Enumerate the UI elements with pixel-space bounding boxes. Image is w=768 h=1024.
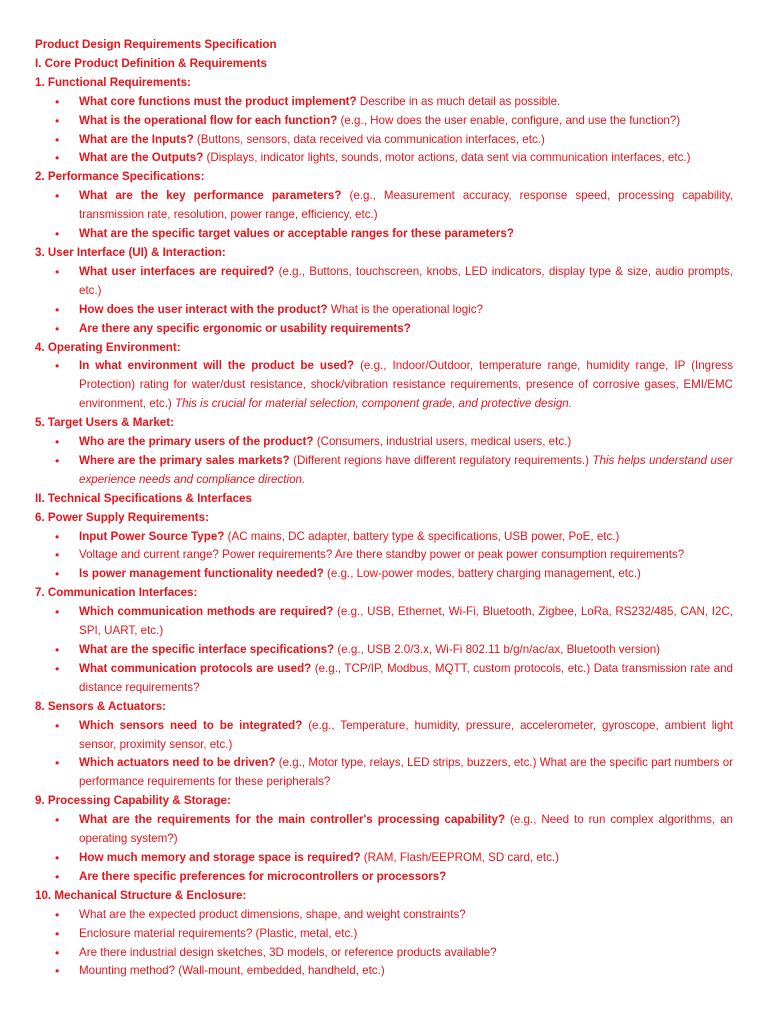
item-detail: (Buttons, sensors, data received via communication interfaces, etc.)	[193, 132, 545, 146]
item-question: What are the key performance parameters?	[79, 189, 342, 203]
list-item	[35, 717, 733, 755]
item-note: This helps understand user experience needs and compliance direction.	[79, 453, 733, 486]
item-detail: (Displays, indicator lights, sounds, motor actions, data sent via communication interfaces, etc.)	[203, 151, 691, 165]
bullet-list	[35, 603, 733, 698]
section-heading: 7. Communication Interfaces:	[35, 586, 198, 600]
item-detail: (e.g., Temperature, humidity, pressure, accelerometer, gyroscope, ambient light sensor, proximity sensor, etc.)	[79, 718, 733, 751]
list-item	[35, 301, 733, 320]
item-question: What are the specific interface specifications?	[79, 643, 335, 656]
list-item	[35, 187, 733, 225]
item-question: What are the Inputs?	[79, 132, 194, 146]
bullet-list	[35, 717, 733, 793]
bullet-list	[35, 906, 733, 982]
section-heading: 6. Power Supply Requirements:	[35, 510, 209, 524]
list-item	[35, 906, 733, 925]
bullet-list	[35, 187, 733, 244]
list-item	[35, 433, 733, 452]
list-item	[35, 849, 733, 868]
item-question: What core functions must the product implement?	[79, 94, 357, 108]
section-heading: 8. Sensors & Actuators:	[35, 699, 167, 713]
item-detail: (e.g., How does the user enable, configure, and use the function?)	[337, 113, 681, 127]
item-detail: (e.g., Measurement accuracy, response speed, processing capability, transmission rate, resolution, power range, efficiency, etc.)	[79, 189, 733, 222]
list-item	[35, 452, 733, 490]
item-question: Input Power Source Type?	[79, 529, 225, 543]
list-item	[35, 357, 733, 414]
list-item	[35, 603, 733, 641]
item-question: What communication protocols are used?	[79, 661, 312, 675]
item-detail: Describe in as much detail as possible.	[356, 94, 561, 108]
bullet-list	[35, 263, 733, 339]
list-item	[35, 263, 733, 301]
list-item	[35, 320, 733, 339]
item-question: Are there any specific ergonomic or usability requirements?	[79, 321, 411, 335]
list-item	[35, 225, 733, 244]
item-question: Where are the primary sales markets?	[79, 453, 290, 467]
item-note: This is crucial for material selection, component grade, and protective design.	[175, 397, 572, 411]
item-question: How does the user interact with the product?	[79, 302, 328, 316]
item-question: What user interfaces are required?	[79, 264, 275, 278]
item-question: How much memory and storage space is required?	[79, 850, 361, 864]
section-heading: 10. Mechanical Structure & Enclosure:	[35, 888, 247, 902]
item-detail: Enclosure material requirements? (Plastic, metal, etc.)	[79, 926, 358, 940]
item-detail: Are there industrial design sketches, 3D models, or reference products available?	[79, 945, 497, 959]
section-heading: 3. User Interface (UI) & Interaction:	[35, 245, 226, 259]
item-question: Which actuators need to be driven?	[79, 756, 276, 770]
list-item	[35, 131, 733, 150]
section-heading: 5. Target Users & Market:	[35, 416, 174, 430]
item-detail: (e.g., Low-power modes, battery charging management, etc.)	[323, 567, 641, 581]
item-detail: (e.g., Buttons, touchscreen, knobs, LED indicators, display type & size, audio prompts, etc.)	[79, 264, 733, 297]
item-detail: (e.g., TCP/IP, Modbus, MQTT, custom protocols, etc.) Data transmission rate and distance requirements?	[79, 661, 733, 694]
list-item	[35, 93, 733, 112]
item-detail: (Consumers, industrial users, medical users, etc.)	[313, 435, 572, 449]
part-heading: II. Technical Specifications & Interfaces	[35, 491, 252, 505]
list-item	[35, 149, 733, 168]
list-item	[35, 112, 733, 131]
item-question: What are the specific target values or acceptable ranges for these parameters?	[79, 227, 514, 241]
section-heading: 9. Processing Capability & Storage:	[35, 794, 231, 808]
list-item	[35, 868, 733, 887]
list-item	[35, 811, 733, 849]
item-question: In what environment will the product be used?	[79, 359, 355, 373]
item-question: Is power management functionality needed?	[79, 567, 324, 581]
item-detail: What are the expected product dimensions, shape, and weight constraints?	[79, 907, 466, 921]
item-question: Which communication methods are required?	[79, 605, 334, 619]
item-detail: (Different regions have different regulatory requirements.)	[289, 453, 593, 467]
item-detail: (AC mains, DC adapter, battery type & specifications, USB power, PoE, etc.)	[224, 529, 620, 543]
item-question: What are the requirements for the main controller's processing capability?	[79, 813, 506, 827]
list-item	[35, 641, 733, 660]
item-detail: (e.g., Motor type, relays, LED strips, buzzers, etc.) What are the specific part numbers or performance requirements for these peripherals?	[79, 756, 734, 789]
bullet-list	[35, 528, 733, 585]
list-item	[35, 754, 733, 792]
list-item	[35, 546, 733, 565]
item-question: Are there specific preferences for microcontrollers or processors?	[79, 869, 447, 883]
list-item	[35, 962, 733, 981]
item-detail: (e.g., USB, Ethernet, Wi-Fi, Bluetooth, Zigbee, LoRa, RS232/485, CAN, I2C, SPI, UART, etc.)	[79, 605, 733, 638]
section-heading: 2. Performance Specifications:	[35, 170, 205, 184]
document-page	[35, 36, 733, 981]
item-question: What is the operational flow for each function?	[79, 113, 338, 127]
item-detail: (e.g., Need to run complex algorithms, an operating system?)	[79, 813, 733, 846]
bullet-list	[35, 357, 733, 414]
item-detail: (e.g., Indoor/Outdoor, temperature range, humidity range, IP (Ingress Protection) rating for water/dust resistance, shock/vibration resistance requirements, presence of corrosive gases, EMI/EMC environment, etc.)	[79, 359, 733, 411]
item-detail: What is the operational logic?	[327, 302, 483, 316]
section-heading: 4. Operating Environment:	[35, 340, 181, 354]
bullet-list	[35, 811, 733, 887]
item-detail: Voltage and current range? Power requirements? Are there standby power or peak power consumption requirements?	[79, 548, 685, 562]
item-detail: (e.g., USB 2.0/3.x, Wi-Fi 802.11 b/g/n/ac/ax, Bluetooth version)	[334, 643, 661, 656]
list-item	[35, 565, 733, 584]
part-heading: I. Core Product Definition & Requirements	[35, 56, 267, 70]
item-question: Who are the primary users of the product?	[79, 435, 314, 449]
bullet-list	[35, 433, 733, 490]
section-heading: 1. Functional Requirements:	[35, 75, 191, 89]
item-question: Which sensors need to be integrated?	[79, 718, 303, 732]
item-detail: Mounting method? (Wall-mount, embedded, handheld, etc.)	[79, 964, 385, 978]
item-detail: (RAM, Flash/EEPROM, SD card, etc.)	[360, 850, 559, 864]
bullet-list	[35, 93, 733, 169]
item-question: What are the Outputs?	[79, 151, 204, 165]
list-item	[35, 528, 733, 547]
list-item	[35, 660, 733, 698]
document-title: Product Design Requirements Specification	[35, 38, 277, 51]
list-item	[35, 925, 733, 944]
list-item	[35, 944, 733, 963]
